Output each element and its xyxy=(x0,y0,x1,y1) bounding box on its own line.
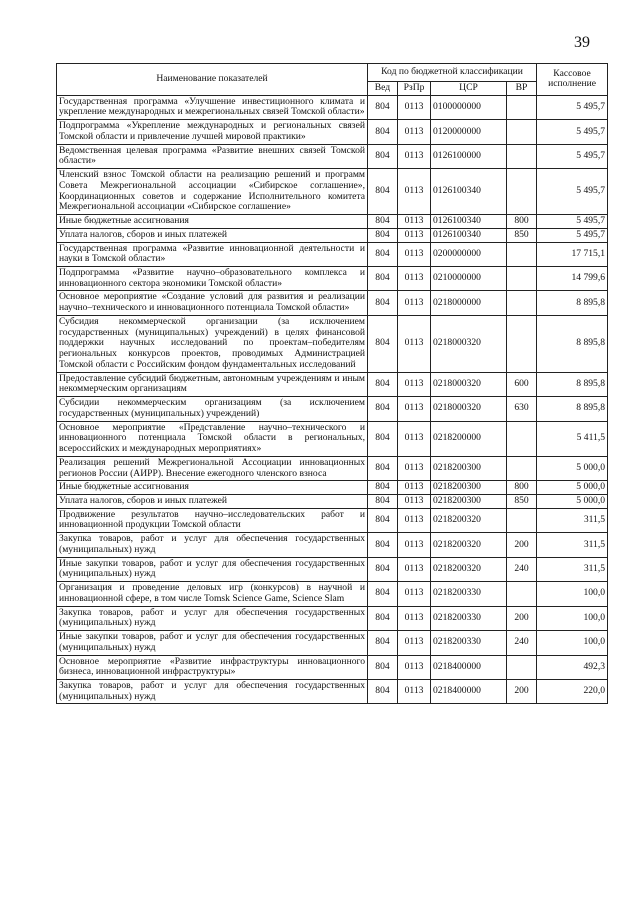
row-amount: 5 495,7 xyxy=(537,228,608,242)
row-rzpr: 0113 xyxy=(398,397,431,421)
row-rzpr: 0113 xyxy=(398,456,431,480)
row-ved: 804 xyxy=(368,291,398,315)
row-name: Предоставление субсидий бюджетным, автономным учреждениям и иным некоммерческим организациям xyxy=(57,372,368,396)
row-ved: 804 xyxy=(368,481,398,495)
row-csr: 0218400000 xyxy=(431,679,507,703)
row-csr: 0218200300 xyxy=(431,481,507,495)
row-vr xyxy=(507,421,537,456)
table-row xyxy=(57,372,608,396)
row-vr xyxy=(507,315,537,372)
row-amount: 100,0 xyxy=(537,582,608,606)
row-rzpr: 0113 xyxy=(398,508,431,532)
row-csr: 0218200330 xyxy=(431,582,507,606)
row-rzpr: 0113 xyxy=(398,120,431,144)
table-row xyxy=(57,494,608,508)
row-csr: 0126100340 xyxy=(431,228,507,242)
row-ved: 804 xyxy=(368,397,398,421)
row-name: Уплата налогов, сборов и иных платежей xyxy=(57,228,368,242)
row-vr: 200 xyxy=(507,533,537,557)
row-rzpr: 0113 xyxy=(398,291,431,315)
row-ved: 804 xyxy=(368,456,398,480)
row-ved: 804 xyxy=(368,267,398,291)
row-name: Уплата налогов, сборов и иных платежей xyxy=(57,494,368,508)
row-rzpr: 0113 xyxy=(398,242,431,266)
row-amount: 311,5 xyxy=(537,533,608,557)
row-ved: 804 xyxy=(368,606,398,630)
row-vr xyxy=(507,267,537,291)
table-row xyxy=(57,95,608,119)
row-vr xyxy=(507,120,537,144)
row-ved: 804 xyxy=(368,631,398,655)
row-csr: 0218200330 xyxy=(431,631,507,655)
row-name: Государственная программа «Развитие инновационной деятельности и науки в Томской области» xyxy=(57,242,368,266)
row-vr: 850 xyxy=(507,494,537,508)
row-amount: 5 495,7 xyxy=(537,169,608,215)
header-vr: ВР xyxy=(507,82,537,96)
row-amount: 8 895,8 xyxy=(537,397,608,421)
row-csr: 0218200300 xyxy=(431,456,507,480)
row-csr: 0218200320 xyxy=(431,557,507,581)
row-amount: 5 000,0 xyxy=(537,456,608,480)
row-rzpr: 0113 xyxy=(398,421,431,456)
row-vr xyxy=(507,508,537,532)
row-rzpr: 0113 xyxy=(398,95,431,119)
row-name: Иные бюджетные ассигнования xyxy=(57,215,368,229)
row-amount: 5 000,0 xyxy=(537,481,608,495)
row-csr: 0218400000 xyxy=(431,655,507,679)
table-row xyxy=(57,606,608,630)
row-vr xyxy=(507,144,537,168)
header-ved: Вед xyxy=(368,82,398,96)
row-amount: 220,0 xyxy=(537,679,608,703)
row-vr: 600 xyxy=(507,372,537,396)
table-row xyxy=(57,456,608,480)
row-rzpr: 0113 xyxy=(398,606,431,630)
row-amount: 5 495,7 xyxy=(537,215,608,229)
row-amount: 14 799,6 xyxy=(537,267,608,291)
row-rzpr: 0113 xyxy=(398,169,431,215)
row-name: Членский взнос Томской области на реализацию решений и программ Совета Межрегиональной ассоциации «Сибирское соглашение», Координационных советов и содержание Исполнительного комитета Межрегиональной ассоциации «Сибирское соглашение» xyxy=(57,169,368,215)
row-name: Основное мероприятие «Развитие инфраструктуры инновационного бизнеса, инновационной инфраструктуры» xyxy=(57,655,368,679)
row-csr: 0200000000 xyxy=(431,242,507,266)
row-amount: 8 895,8 xyxy=(537,372,608,396)
table-row xyxy=(57,421,608,456)
row-vr xyxy=(507,655,537,679)
row-rzpr: 0113 xyxy=(398,228,431,242)
row-vr xyxy=(507,291,537,315)
row-csr: 0126100000 xyxy=(431,144,507,168)
row-name: Продвижение результатов научно–исследовательских работ и инновационной продукции Томской области xyxy=(57,508,368,532)
header-code-group: Код по бюджетной классификации xyxy=(368,64,537,82)
row-name: Иные бюджетные ассигнования xyxy=(57,481,368,495)
row-vr: 200 xyxy=(507,606,537,630)
row-rzpr: 0113 xyxy=(398,215,431,229)
row-vr xyxy=(507,242,537,266)
table-row xyxy=(57,291,608,315)
row-name: Закупка товаров, работ и услуг для обеспечения государственных (муниципальных) нужд xyxy=(57,606,368,630)
row-amount: 8 895,8 xyxy=(537,315,608,372)
row-vr: 630 xyxy=(507,397,537,421)
row-name: Основное мероприятие «Представление научно–технического и инновационного потенциала Томской области в региональных, всероссийских и международных мероприятиях» xyxy=(57,421,368,456)
row-csr: 0210000000 xyxy=(431,267,507,291)
row-rzpr: 0113 xyxy=(398,372,431,396)
row-rzpr: 0113 xyxy=(398,582,431,606)
page-number: 39 xyxy=(574,34,590,51)
row-rzpr: 0113 xyxy=(398,655,431,679)
table-row xyxy=(57,397,608,421)
row-rzpr: 0113 xyxy=(398,315,431,372)
row-amount: 8 895,8 xyxy=(537,291,608,315)
row-name: Иные закупки товаров, работ и услуг для обеспечения государственных (муниципальных) нужд xyxy=(57,631,368,655)
row-ved: 804 xyxy=(368,242,398,266)
row-amount: 100,0 xyxy=(537,606,608,630)
row-ved: 804 xyxy=(368,508,398,532)
row-vr: 240 xyxy=(507,557,537,581)
header-csr: ЦСР xyxy=(431,82,507,96)
row-vr xyxy=(507,169,537,215)
row-vr: 200 xyxy=(507,679,537,703)
row-ved: 804 xyxy=(368,557,398,581)
row-amount: 311,5 xyxy=(537,557,608,581)
row-csr: 0126100340 xyxy=(431,215,507,229)
row-amount: 5 495,7 xyxy=(537,120,608,144)
row-csr: 0120000000 xyxy=(431,120,507,144)
row-csr: 0126100340 xyxy=(431,169,507,215)
row-csr: 0218200000 xyxy=(431,421,507,456)
row-amount: 17 715,1 xyxy=(537,242,608,266)
row-ved: 804 xyxy=(368,421,398,456)
row-name: Подпрограмма «Развитие научно–образовательного комплекса и инновационного сектора экономики Томской области» xyxy=(57,267,368,291)
row-vr xyxy=(507,456,537,480)
table-row xyxy=(57,228,608,242)
row-ved: 804 xyxy=(368,582,398,606)
row-csr: 0218000320 xyxy=(431,315,507,372)
row-ved: 804 xyxy=(368,533,398,557)
row-rzpr: 0113 xyxy=(398,679,431,703)
table-row xyxy=(57,679,608,703)
row-ved: 804 xyxy=(368,494,398,508)
row-ved: 804 xyxy=(368,315,398,372)
row-csr: 0218200330 xyxy=(431,606,507,630)
row-name: Иные закупки товаров, работ и услуг для обеспечения государственных (муниципальных) нужд xyxy=(57,557,368,581)
row-amount: 100,0 xyxy=(537,631,608,655)
table-row xyxy=(57,557,608,581)
row-name: Субсидия некоммерческой организации (за исключением государственных (муниципальных) учреждений) в целях финансовой поддержки научных исследований по проектам–победителям региональных конкурсов проектов, проводимых Администрацией Томской области с Российским фондом фундаментальных исследований xyxy=(57,315,368,372)
table-row xyxy=(57,655,608,679)
table-row xyxy=(57,533,608,557)
row-amount: 311,5 xyxy=(537,508,608,532)
row-rzpr: 0113 xyxy=(398,494,431,508)
row-ved: 804 xyxy=(368,679,398,703)
row-amount: 5 495,7 xyxy=(537,95,608,119)
table-row xyxy=(57,582,608,606)
row-ved: 804 xyxy=(368,215,398,229)
row-rzpr: 0113 xyxy=(398,267,431,291)
row-csr: 0218000320 xyxy=(431,397,507,421)
row-ved: 804 xyxy=(368,655,398,679)
row-vr xyxy=(507,582,537,606)
table-row xyxy=(57,120,608,144)
row-csr: 0100000000 xyxy=(431,95,507,119)
table-row xyxy=(57,242,608,266)
row-rzpr: 0113 xyxy=(398,631,431,655)
row-amount: 5 000,0 xyxy=(537,494,608,508)
table-row xyxy=(57,481,608,495)
header-rzpr: РзПр xyxy=(398,82,431,96)
row-ved: 804 xyxy=(368,169,398,215)
row-ved: 804 xyxy=(368,228,398,242)
row-name: Закупка товаров, работ и услуг для обеспечения государственных (муниципальных) нужд xyxy=(57,533,368,557)
row-vr: 240 xyxy=(507,631,537,655)
row-name: Основное мероприятие «Создание условий для развития и реализации научно–технического и инновационного потенциала Томской области» xyxy=(57,291,368,315)
row-csr: 0218000320 xyxy=(431,372,507,396)
row-csr: 0218200320 xyxy=(431,533,507,557)
table-row xyxy=(57,315,608,372)
table-row xyxy=(57,169,608,215)
row-ved: 804 xyxy=(368,120,398,144)
row-csr: 0218200320 xyxy=(431,508,507,532)
row-name: Закупка товаров, работ и услуг для обеспечения государственных (муниципальных) нужд xyxy=(57,679,368,703)
row-name: Субсидии некоммерческим организациям (за исключением государственных (муниципальных) учреждений) xyxy=(57,397,368,421)
row-name: Реализация решений Межрегиональной Ассоциации инновационных регионов России (АИРР). Внесение ежегодного членского взноса xyxy=(57,456,368,480)
row-amount: 492,3 xyxy=(537,655,608,679)
row-rzpr: 0113 xyxy=(398,481,431,495)
row-ved: 804 xyxy=(368,95,398,119)
row-rzpr: 0113 xyxy=(398,144,431,168)
row-rzpr: 0113 xyxy=(398,533,431,557)
row-csr: 0218200300 xyxy=(431,494,507,508)
header-execution: Кассовое исполнение xyxy=(537,64,608,96)
table-row xyxy=(57,144,608,168)
row-csr: 0218000000 xyxy=(431,291,507,315)
row-vr: 800 xyxy=(507,215,537,229)
row-rzpr: 0113 xyxy=(398,557,431,581)
row-vr xyxy=(507,95,537,119)
row-vr: 850 xyxy=(507,228,537,242)
row-amount: 5 495,7 xyxy=(537,144,608,168)
row-name: Подпрограмма «Укрепление международных и региональных связей Томской области и привлечение лучшей мировой практики» xyxy=(57,120,368,144)
row-name: Государственная программа «Улучшение инвестиционного климата и укрепление международных и межрегиональных связей Томской области» xyxy=(57,95,368,119)
table-row xyxy=(57,631,608,655)
row-vr: 800 xyxy=(507,481,537,495)
row-name: Организация и проведение деловых игр (конкурсов) в научной и инновационной сфере, в том числе Tomsk Science Game, Science Slam xyxy=(57,582,368,606)
table-row xyxy=(57,267,608,291)
table-row xyxy=(57,508,608,532)
row-ved: 804 xyxy=(368,372,398,396)
row-ved: 804 xyxy=(368,144,398,168)
row-amount: 5 411,5 xyxy=(537,421,608,456)
row-name: Ведомственная целевая программа «Развитие внешних связей Томской области» xyxy=(57,144,368,168)
table-row xyxy=(57,215,608,229)
header-name: Наименование показателей xyxy=(57,64,368,96)
budget-table xyxy=(56,63,608,704)
